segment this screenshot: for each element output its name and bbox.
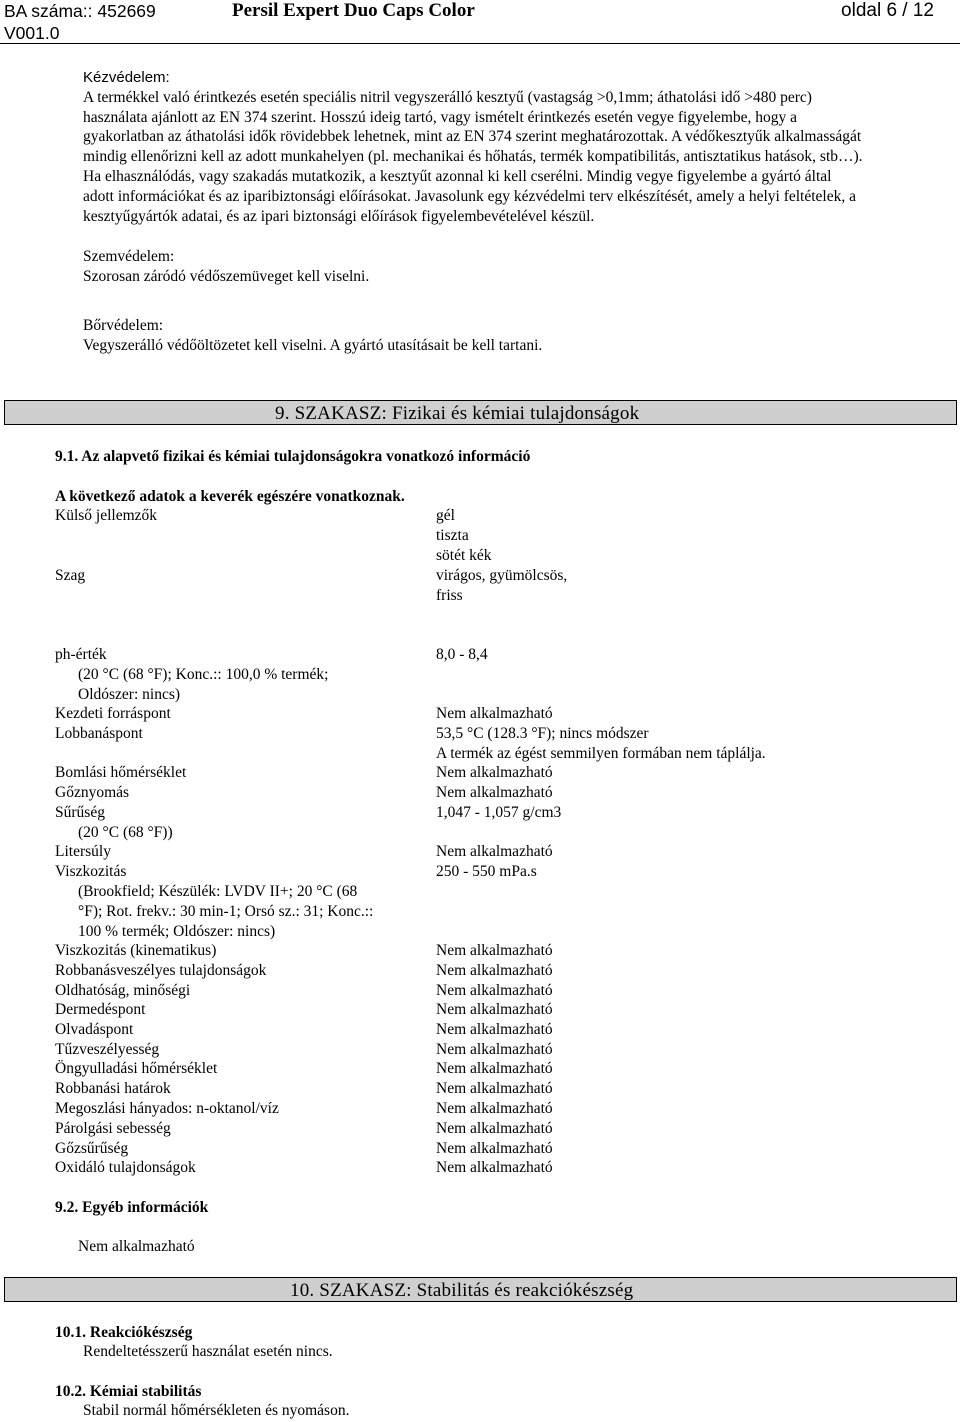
property-row — [55, 803, 955, 823]
property-value: 53,5 °C (128.3 °F); nincs módszer — [436, 725, 649, 742]
property-label: Oxidáló tulajdonságok — [55, 1159, 196, 1176]
mixture-note: A következő adatok a keverék egészére vonatkoznak. — [55, 488, 405, 505]
property-label: Lobbanáspont — [55, 725, 143, 742]
property-row — [55, 1000, 955, 1020]
property-label: Robbanási határok — [55, 1080, 171, 1097]
property-row — [55, 1079, 955, 1099]
property-row — [55, 961, 955, 981]
hand-protection-heading: Kézvédelem: — [83, 69, 170, 86]
property-value: friss — [436, 586, 463, 604]
property-value: 8,0 - 8,4 — [436, 646, 488, 663]
property-row — [55, 704, 955, 724]
property-values — [436, 506, 492, 565]
property-row — [55, 842, 955, 862]
property-value: Nem alkalmazható — [436, 942, 553, 959]
property-value: tiszta — [436, 526, 469, 544]
property-value: gél — [436, 507, 455, 524]
property-row — [55, 724, 955, 744]
ph-conditions — [78, 665, 328, 705]
property-row — [55, 783, 955, 803]
property-label: Sűrűség — [55, 804, 105, 821]
property-label: Oldhatóság, minőségi — [55, 982, 191, 999]
property-label: Bomlási hőmérséklet — [55, 764, 187, 781]
condition-line: (20 °C (68 °F); Konc.:: 100,0 % termék; — [78, 666, 329, 683]
property-label: Párolgási sebesség — [55, 1120, 171, 1137]
property-value: Nem alkalmazható — [436, 843, 553, 860]
property-label: Tűzveszélyesség — [55, 1041, 160, 1058]
property-value: Nem alkalmazható — [436, 1060, 553, 1077]
property-values — [436, 566, 567, 606]
property-value: Nem alkalmazható — [436, 1100, 553, 1117]
property-row — [55, 1158, 955, 1178]
skin-protection-block — [83, 316, 943, 356]
hand-protection-line: használata ajánlott az EN 374 szerint. Hosszú ideig tartó, vagy ismételt érintkezés esetén vegye figyelembe, hogy a — [83, 108, 798, 126]
subsection-9-1-title: 9.1. Az alapvető fizikai és kémiai tulajdonságokra vonatkozó információ — [55, 448, 531, 465]
condition-line: (Brookfield; Készülék: LVDV II+; 20 °C (68 — [78, 883, 358, 900]
property-label: Öngyulladási hőmérséklet — [55, 1060, 218, 1077]
property-value: Nem alkalmazható — [436, 1041, 553, 1058]
property-value: Nem alkalmazható — [436, 1021, 553, 1038]
property-label: Szag — [55, 567, 86, 584]
property-value: Nem alkalmazható — [436, 1159, 553, 1176]
property-row — [55, 1139, 955, 1159]
property-label: Kezdeti forráspont — [55, 705, 171, 722]
property-row — [55, 744, 955, 764]
property-row — [55, 1059, 955, 1079]
hand-protection-line: A termékkel való érintkezés esetén speciális nitril vegyszerálló kesztyű (vastagság >0,1mm; áthatolási idő >480 perc) — [83, 88, 812, 106]
property-label: Megoszlási hányados: n-oktanol/víz — [55, 1100, 279, 1117]
hand-protection-line: mindig ellenőrizni kell az adott munkahelyen (pl. mechanikai és hőhatás, termék kompatibilitás, antisztatikus hatások, stb…). — [83, 148, 863, 166]
subsection-10-1-title: 10.1. Reakciókészség — [55, 1324, 193, 1341]
property-label: ph-érték — [55, 646, 107, 663]
doc-version: V001.0 — [4, 23, 60, 43]
condition-line: °F); Rot. frekv.: 30 min-1; Orsó sz.: 31; Konc.:: — [78, 902, 374, 920]
eye-protection-heading: Szemvédelem: — [83, 248, 175, 265]
property-value: 1,047 - 1,057 g/cm3 — [436, 804, 562, 821]
property-value: Nem alkalmazható — [436, 1001, 553, 1018]
property-value: Nem alkalmazható — [436, 764, 553, 781]
subsection-10-1-text: Rendeltetésszerű használat esetén nincs. — [83, 1343, 333, 1360]
header-divider — [0, 43, 960, 44]
property-row — [55, 1119, 955, 1139]
property-value: 250 - 550 mPa.s — [436, 863, 537, 880]
property-label: Gőznyomás — [55, 784, 130, 801]
property-row — [55, 862, 955, 882]
property-appearance — [55, 506, 955, 566]
property-value: sötét kék — [436, 546, 492, 564]
property-label: Viszkozitás — [55, 863, 127, 880]
property-value: Nem alkalmazható — [436, 784, 553, 801]
subsection-9-2-text: Nem alkalmazható — [78, 1238, 195, 1255]
property-label: Dermedéspont — [55, 1001, 146, 1018]
property-row — [55, 763, 955, 783]
product-title: Persil Expert Duo Caps Color — [232, 0, 475, 21]
property-value: Nem alkalmazható — [436, 1120, 553, 1137]
property-odor — [55, 566, 955, 606]
property-label: Viszkozitás (kinematikus) — [55, 942, 217, 959]
property-label: Külső jellemzők — [55, 507, 158, 524]
property-row — [55, 1020, 955, 1040]
property-value: Nem alkalmazható — [436, 982, 553, 999]
skin-protection-heading: Bőrvédelem: — [83, 317, 164, 334]
property-value: Nem alkalmazható — [436, 1140, 553, 1157]
section-10-title: 10. SZAKASZ: Stabilitás és reakciókészség — [290, 1280, 634, 1301]
hand-protection-line: kesztyűgyártók adatai, és az ipari biztonsági előírások figyelembevételével készül. — [83, 207, 595, 225]
page-number: oldal 6 / 12 — [841, 0, 934, 21]
property-row — [55, 941, 955, 961]
density-conditions: (20 °C (68 °F)) — [78, 824, 173, 841]
section-9-header — [4, 400, 957, 425]
subsection-10-2-title: 10.2. Kémiai stabilitás — [55, 1383, 202, 1400]
property-label: Litersúly — [55, 843, 111, 860]
section-9-title: 9. SZAKASZ: Fizikai és kémiai tulajdonságok — [275, 403, 640, 424]
viscosity-conditions — [78, 882, 373, 941]
hand-protection-line: gyakorlatban az áthatolási idők rövidebbek lehetnek, mint az EN 374 szerint meghatározottak. A védőkesztyűk alkalmasságát — [83, 128, 862, 146]
subsection-9-2-title: 9.2. Egyéb információk — [55, 1199, 209, 1216]
eye-protection-text: Szorosan záródó védőszemüveget kell viselni. — [83, 267, 370, 285]
property-ph — [55, 645, 955, 665]
property-row — [55, 1040, 955, 1060]
property-label: Robbanásveszélyes tulajdonságok — [55, 962, 267, 979]
hand-protection-block — [83, 68, 943, 226]
eye-protection-block — [83, 247, 943, 287]
property-value: virágos, gyümölcsös, — [436, 567, 568, 584]
property-row — [55, 1099, 955, 1119]
section-10-header — [4, 1277, 957, 1302]
property-value: Nem alkalmazható — [436, 1080, 553, 1097]
hand-protection-line: adott információkat és az iparibiztonsági előírásokat. Javasolunk egy kézvédelmi terv elkészítését, amely a helyi feltételek, a — [83, 187, 856, 205]
property-value: Nem alkalmazható — [436, 705, 553, 722]
condition-line: Oldószer: nincs) — [78, 685, 181, 703]
property-row — [55, 981, 955, 1001]
skin-protection-text: Vegyszerálló védőöltözetet kell viselni. A gyártó utasításait be kell tartani. — [83, 336, 543, 354]
property-label: Olvadáspont — [55, 1021, 134, 1038]
property-value: Nem alkalmazható — [436, 962, 553, 979]
hand-protection-line: Ha elhasználódás, vagy szakadás mutatkozik, a kesztyűt azonnal ki kell cserélni. Mindig vegye figyelembe a gyártó által — [83, 167, 832, 185]
subsection-10-2-text: Stabil normál hőmérsékleten és nyomáson. — [83, 1402, 350, 1419]
document-id — [4, 0, 156, 44]
property-label: Gőzsűrűség — [55, 1140, 129, 1157]
doc-number: BA száma:: 452669 — [4, 1, 156, 21]
condition-line: 100 % termék; Oldószer: nincs) — [78, 922, 276, 940]
property-value: A termék az égést semmilyen formában nem táplálja. — [436, 745, 766, 762]
